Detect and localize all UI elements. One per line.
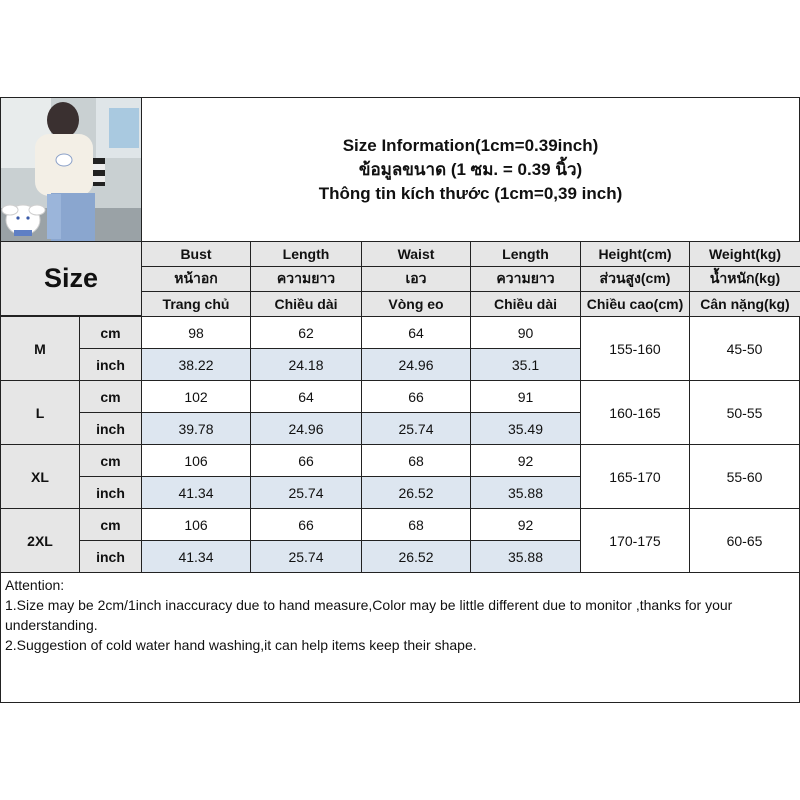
row-size-label: XL [0,444,80,509]
cell-height-range: 170-175 [580,508,690,573]
cell-cm-value: 102 [141,380,251,413]
column-header-th: ส่วนสูง(cm) [580,266,690,292]
attention-line-1: 1.Size may be 2cm/1inch inaccuracy due to hand measure,Color may be little different due to monitor ,thanks for your understanding. [5,597,733,633]
unit-label-cm: cm [79,380,142,413]
cell-inch-value: 41.34 [141,476,251,509]
cell-cm-value: 91 [470,380,581,413]
unit-label-inch: inch [79,348,142,381]
cell-height-range: 160-165 [580,380,690,445]
cell-cm-value: 92 [470,508,581,541]
column-header-th: น้ำหนัก(kg) [689,266,800,292]
title-english: Size Information(1cm=0.39inch) [342,135,599,155]
cell-inch-value: 39.78 [141,412,251,445]
cell-cm-value: 98 [141,316,251,349]
cell-inch-value: 35.88 [470,476,581,509]
cell-inch-value: 26.52 [361,540,471,573]
cell-inch-value: 35.49 [470,412,581,445]
size-label: Size [0,241,142,316]
column-header-th: ความยาว [470,266,581,292]
column-header-vi: Trang chủ [141,291,251,317]
column-header-th: ความยาว [250,266,362,292]
row-size-label: M [0,316,80,381]
column-header-vi: Chiều dài [250,291,362,317]
cell-cm-value: 106 [141,508,251,541]
cell-inch-value: 26.52 [361,476,471,509]
unit-label-inch: inch [79,540,142,573]
column-header-vi: Chiều cao(cm) [580,291,690,317]
cell-inch-value: 25.74 [361,412,471,445]
cell-inch-value: 41.34 [141,540,251,573]
unit-label-inch: inch [79,412,142,445]
column-header-en: Waist [361,241,471,267]
title-vietnamese: Thông tin kích thước (1cm=0,39 inch) [318,183,623,203]
cell-cm-value: 64 [361,316,471,349]
attention-notes [0,572,800,703]
column-header-en: Length [250,241,362,267]
column-header-th: เอว [361,266,471,292]
cell-cm-value: 66 [361,380,471,413]
cell-cm-value: 68 [361,444,471,477]
column-header-vi: Chiều dài [470,291,581,317]
unit-label-cm: cm [79,444,142,477]
cell-weight-range: 45-50 [689,316,800,381]
product-photo [0,97,142,242]
unit-label-cm: cm [79,316,142,349]
cell-cm-value: 64 [250,380,362,413]
cell-cm-value: 106 [141,444,251,477]
row-size-label: 2XL [0,508,80,573]
cell-height-range: 155-160 [580,316,690,381]
attention-heading: Attention: [5,577,65,593]
unit-label-cm: cm [79,508,142,541]
column-header-en: Bust [141,241,251,267]
cell-inch-value: 24.96 [250,412,362,445]
title-thai: ข้อมูลขนาด (1 ซม. = 0.39 นิ้ว) [358,159,583,179]
cell-cm-value: 66 [250,444,362,477]
cell-inch-value: 25.74 [250,540,362,573]
unit-label-inch: inch [79,476,142,509]
column-header-vi: Cân nặng(kg) [689,291,800,317]
cell-inch-value: 24.96 [361,348,471,381]
cell-cm-value: 90 [470,316,581,349]
cell-cm-value: 68 [361,508,471,541]
cell-height-range: 165-170 [580,444,690,509]
cell-inch-value: 35.88 [470,540,581,573]
column-header-en: Weight(kg) [689,241,800,267]
cell-cm-value: 62 [250,316,362,349]
column-header-th: หน้าอก [141,266,251,292]
column-header-en: Height(cm) [580,241,690,267]
cell-inch-value: 35.1 [470,348,581,381]
attention-line-2: 2.Suggestion of cold water hand washing,it can help items keep their shape. [5,637,477,653]
column-header-en: Length [470,241,581,267]
title-block [141,97,800,242]
cell-cm-value: 92 [470,444,581,477]
cell-weight-range: 50-55 [689,380,800,445]
cell-cm-value: 66 [250,508,362,541]
cell-inch-value: 24.18 [250,348,362,381]
product-photo-illustration [1,98,142,242]
cell-weight-range: 60-65 [689,508,800,573]
cell-inch-value: 25.74 [250,476,362,509]
column-header-vi: Vòng eo [361,291,471,317]
cell-inch-value: 38.22 [141,348,251,381]
row-size-label: L [0,380,80,445]
cell-weight-range: 55-60 [689,444,800,509]
